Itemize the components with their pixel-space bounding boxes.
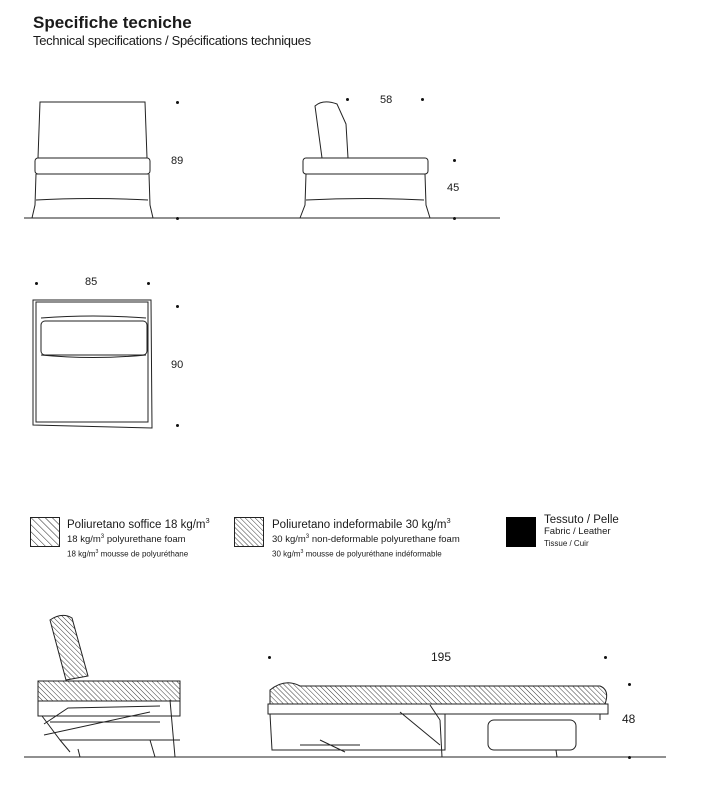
dim-dot [176,217,179,220]
dim-dot [604,656,607,659]
top-backrest [41,321,147,355]
bed-open-section [268,683,608,757]
dim-bed-height: 48 [622,712,636,726]
legend-swatch-fabric [506,517,536,547]
front-backrest [38,102,147,158]
dim-dot [421,98,424,101]
dim-dot [346,98,349,101]
legend-swatch-soft-foam [30,517,60,547]
dim-dot [176,101,179,104]
open-drawer [488,720,576,750]
dim-dot [453,159,456,162]
side-skirt [300,174,430,218]
front-seat-cushion [35,158,150,174]
dim-dot [628,683,631,686]
dim-top-depth: 90 [171,359,184,371]
dim-dot [628,756,631,759]
page-title: Specifiche tecniche [33,13,192,32]
dim-dot [453,217,456,220]
dim-front-height: 89 [171,155,184,167]
dim-dot [176,424,179,427]
legend-item-fabric: Tessuto / Pelle Fabric / Leather Tissue / Cuir [544,514,619,548]
dim-bed-length: 195 [431,650,452,664]
dim-dot [147,282,150,285]
side-seat-cushion [303,158,428,174]
side-backrest [315,102,348,158]
folded-backrest-section [50,615,88,680]
dim-seat-height: 45 [447,182,460,194]
legend-item-firm-foam: Poliuretano indeformabile 30 $kg/m^3$ 30 $kg/m^3$ non-deformable polyurethane foam 30 $kg/m^3$ mousse de polyuréthane indéformable [272,516,460,559]
legend-swatch-firm-foam [234,517,264,547]
top-outline [33,300,152,428]
dim-dot [35,282,38,285]
page-subtitle: Technical specifications / Spécifications techniques [33,33,311,48]
legend-item-soft-foam: Poliuretano soffice 18 $kg/m^3$ 18 $kg/m^3$ polyurethane foam 18 $kg/m^3$ mousse de polyuréthane [67,516,210,559]
front-skirt [32,174,153,218]
open-mattress-section [270,683,607,704]
top-view-drawing [33,300,152,428]
folded-seat-section [38,681,180,701]
dim-dot [268,656,271,659]
side-view-drawing [300,102,430,218]
dim-dot [176,305,179,308]
dim-top-width: 85 [85,276,98,288]
front-view-drawing [24,102,500,218]
dim-side-depth: 58 [380,94,393,106]
